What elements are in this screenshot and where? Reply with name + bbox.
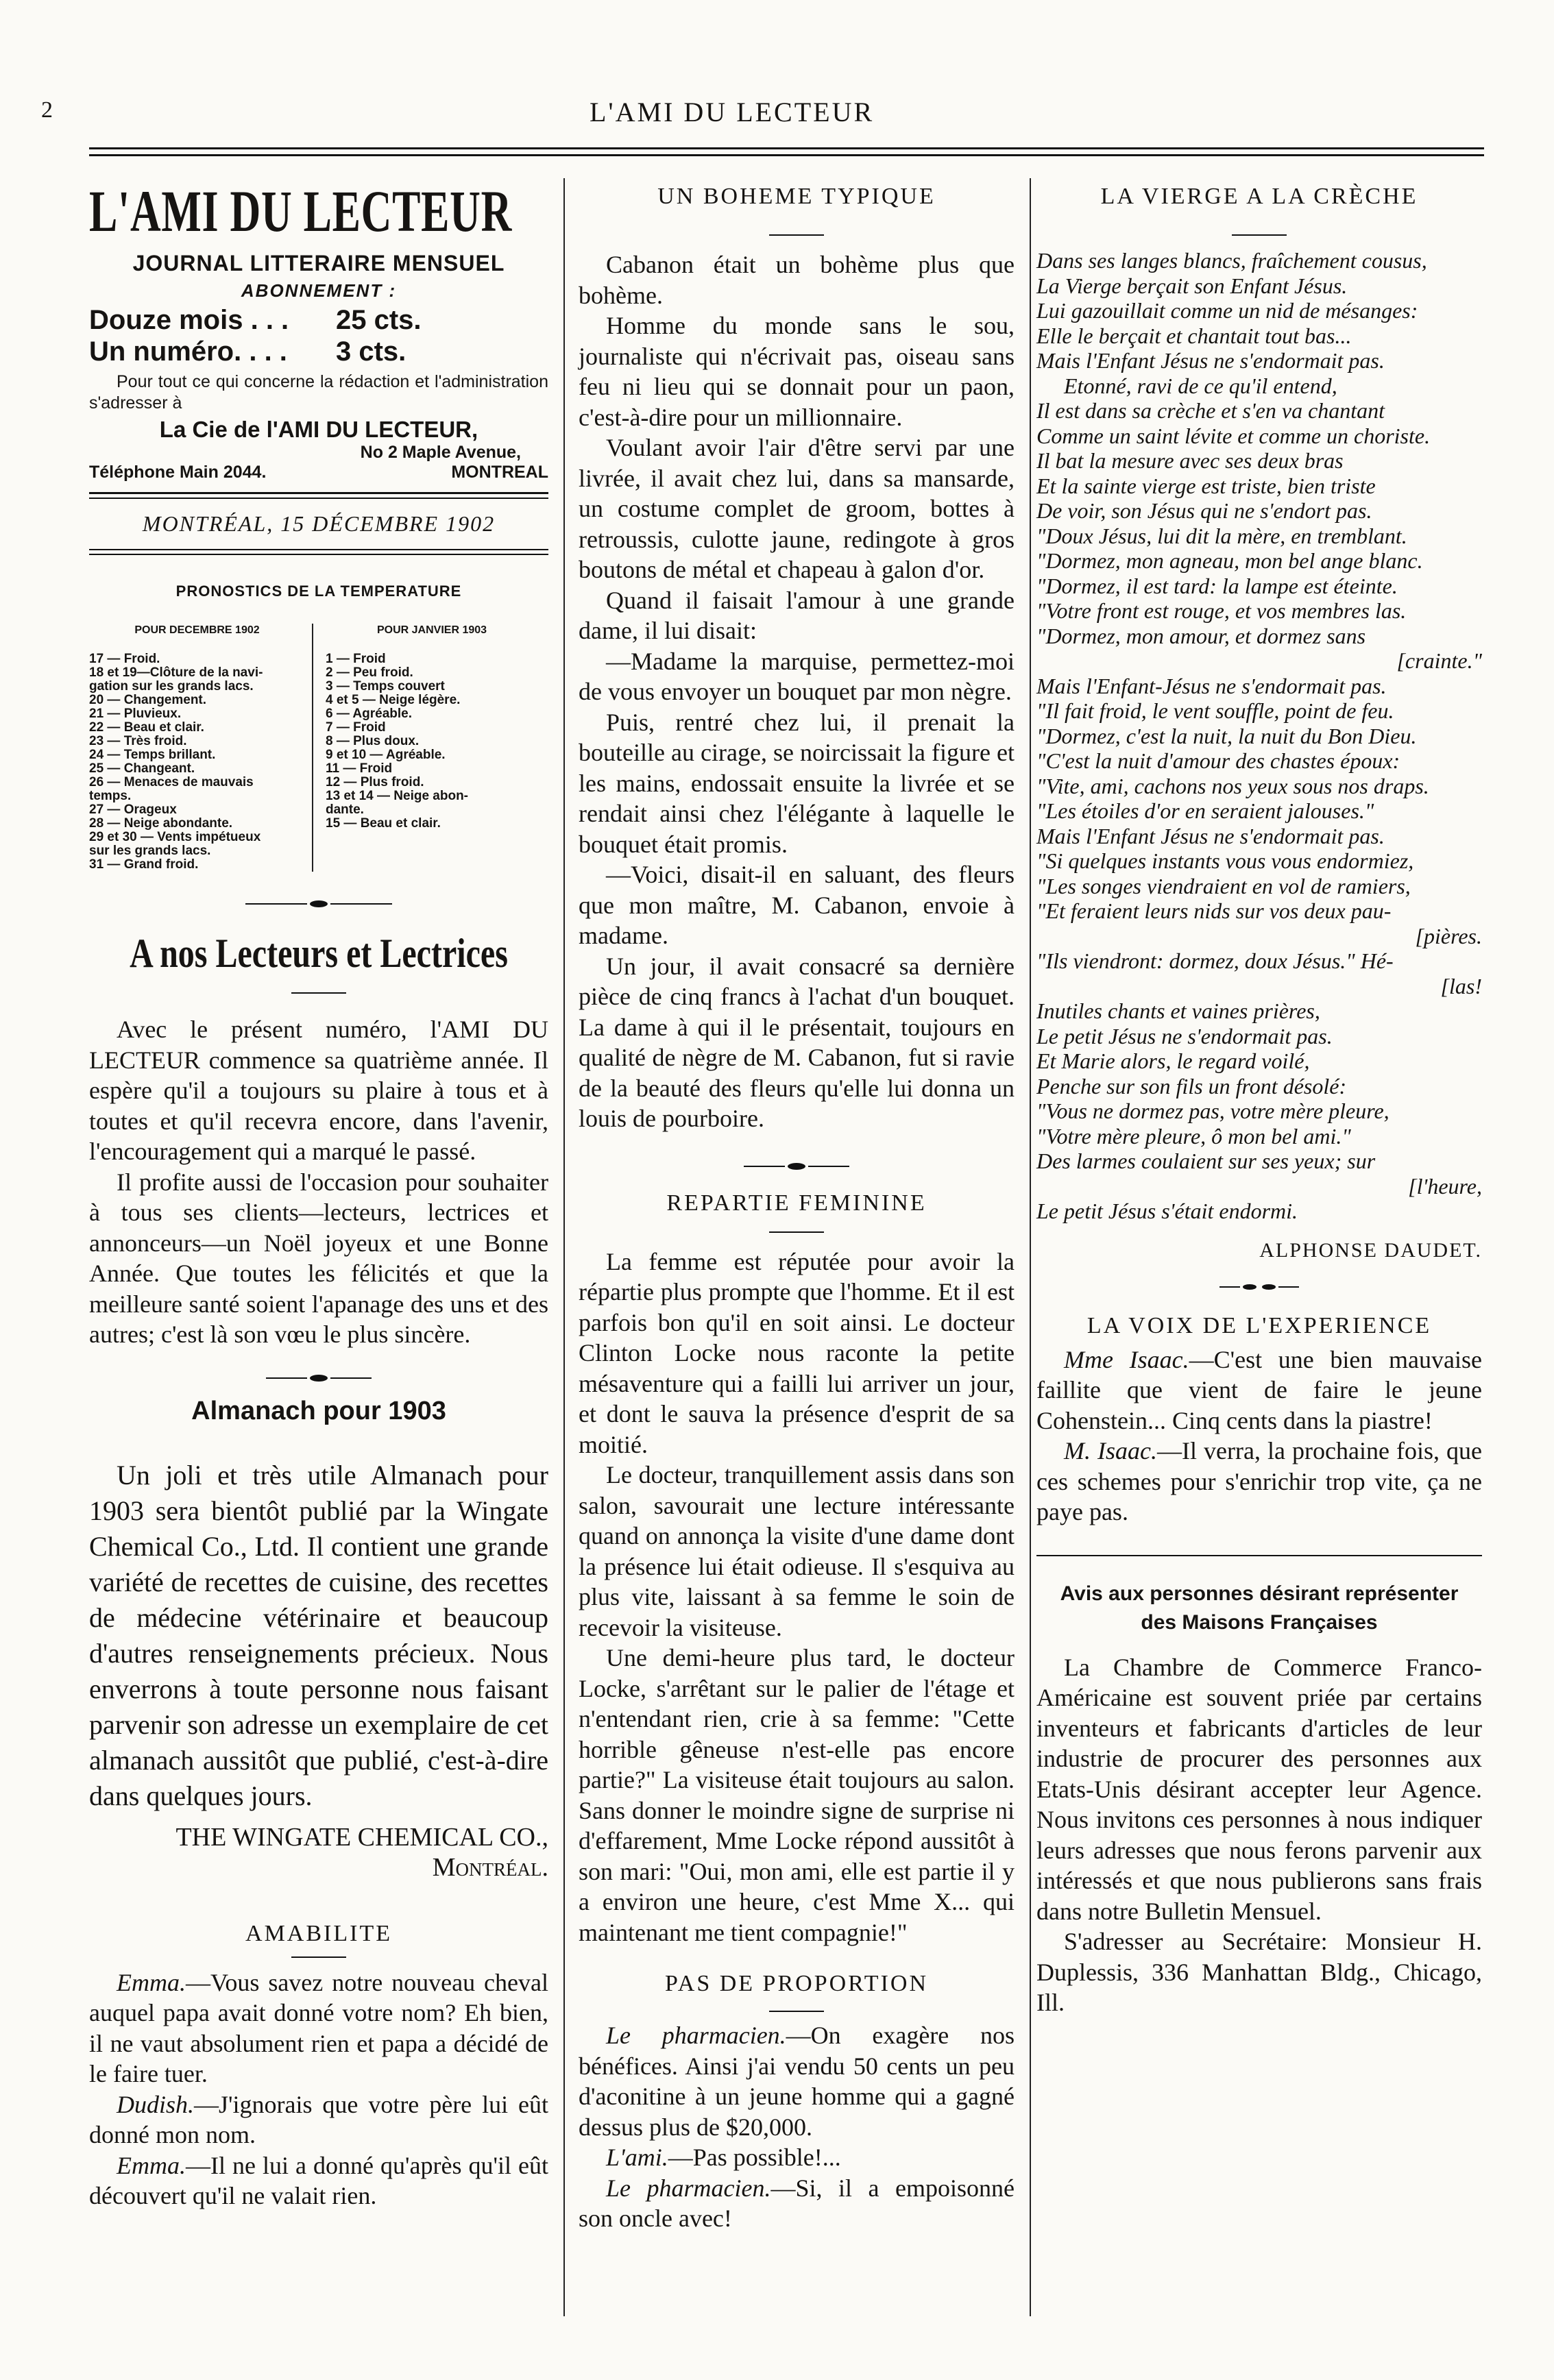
weather-entry: 3 — Temps couvert: [326, 679, 445, 694]
lecteurs-paragraph-2: Il profite aussi de l'occasion pour souhaiter à tous ses clients—lecteurs, lectrices et annonceurs—un Noël joyeux et une Bonne Année. Que toutes les félicités et que la meilleure santé soient l'apanage des uns et des autres; c'est là son vœu le plus sincère.: [89, 1168, 548, 1348]
poem-line: Et la sainte vierge est triste, bien triste: [1036, 473, 1376, 498]
price-issue-label: Un numéro. . . .: [89, 336, 287, 367]
amabilite-line-1: [89, 1967, 548, 2089]
masthead-title: L'AMI DU LECTEUR: [89, 178, 513, 244]
weather-january-list: [326, 652, 538, 831]
short-rule: [769, 2011, 824, 2012]
weather-entry: 26 — Menaces de mauvais: [89, 775, 254, 789]
weather-entry: 1 — Froid: [326, 652, 386, 666]
poem-line: "Et feraient leurs nids sur vos deux pau-: [1036, 898, 1392, 923]
poem-line: Etonné, ravi de ce qu'il entend,: [1064, 373, 1337, 398]
dateline-rule: [89, 554, 548, 555]
avis-title-line-1: Avis aux personnes désirant représenter: [1060, 1582, 1459, 1605]
page-number: 2: [41, 97, 53, 123]
almanach-signature: THE WINGATE CHEMICAL CO., Montréal.: [175, 1822, 548, 1882]
section-rule: [1036, 1555, 1482, 1556]
poem-line: Penche sur son fils un front désolé:: [1036, 1073, 1347, 1099]
poem-line: Des larmes coulaient sur ses yeux; sur: [1036, 1149, 1376, 1173]
voix-title: LA VOIX DE L'EXPERIENCE: [1086, 1312, 1432, 1338]
column-3: [1036, 184, 1482, 2018]
weather-entry: sur les grands lacs.: [89, 844, 211, 858]
repartie-paragraph: Une demi-heure plus tard, le docteur Locke, s'arrêtant sur le palier de l'étage et n'entendant rien, crie à sa femme: "Cette horrible gêneuse n'est-elle pas encore partie?" La visiteuse était toujours au salon. Sans donner le moindre signe de surprise ni d'effarement, Mme Locke répond aussitôt à son mari: "Oui, mon ami, elle est partie il y a environ une heure, c'est Mme X... qui maintenant me tient compagnie!": [579, 1644, 1015, 1946]
short-rule: [769, 1231, 824, 1233]
weather-entry: 15 — Beau et clair.: [326, 816, 441, 831]
poem-line: De voir, son Jésus qui ne s'endort pas.: [1036, 498, 1372, 523]
price-annual-label: Douze mois . . .: [89, 305, 289, 335]
dialogue: —Si, il a empoisonné son oncle avec!: [579, 2174, 1015, 2232]
voix-line-1: [1036, 1345, 1482, 1436]
dialogue: —Il ne lui a donné qu'après qu'il eût découvert qu'il ne valait rien.: [89, 2151, 548, 2209]
poem-line: "Doux Jésus, lui dit la mère, en tremblant.: [1036, 523, 1407, 548]
poem-line: Inutiles chants et vaines prières,: [1036, 998, 1320, 1023]
poem-line: Il est dans sa crèche et s'en va chantant: [1036, 398, 1385, 423]
boheme-paragraph: Cabanon était un bohème plus que bohème.: [579, 251, 1015, 309]
amabilite-title: AMABILITE: [245, 1920, 392, 1946]
repartie-paragraph: Le docteur, tranquillement assis dans son salon, savourait une lecture intéressante quand on annonça la visite d'une dame dont la présence lui était odieuse. Il s'esquiva au plus vite, laissant à sa femme le soin de recevoir la visiteuse.: [579, 1461, 1015, 1641]
poem-line: [crainte.": [1396, 648, 1482, 673]
speaker: Dudish.: [117, 2090, 195, 2118]
poem-line: "Si quelques instants vous vous endormiez,: [1036, 848, 1414, 873]
poem-line: La Vierge berçait son Enfant Jésus.: [1036, 273, 1348, 298]
speaker: L'ami.: [606, 2144, 668, 2171]
dateline-rule: [89, 549, 548, 550]
poem-line: Mais l'Enfant-Jésus ne s'endormait pas.: [1036, 673, 1387, 698]
boheme-paragraph: Un jour, il avait consacré sa dernière pièce de cinq francs à l'achat d'un bouquet. La dame à qui il le présentait, toujours en qualité de nègre de M. Cabanon, fut si ravie de la beauté des fleurs qu'elle lui donna un louis de pourboire.: [579, 952, 1015, 1132]
poem-line: "Dormez, mon amour, et dormez sans: [1036, 623, 1366, 648]
dialogue: —Vous savez notre nouveau cheval auquel papa avait donné votre nom? Eh bien, il ne vaut absolument rien et papa a décidé de le faire tuer.: [89, 1968, 548, 2087]
column-divider: [563, 178, 565, 2316]
poem-line: [pières.: [1415, 923, 1482, 948]
weather-entry: 18 et 19—Clôture de la navi-: [89, 665, 263, 680]
poem-line: "Votre mère pleure, ô mon bel ami.": [1036, 1123, 1351, 1149]
weather-entry: 27 — Orageux: [89, 802, 177, 817]
weather-entry: 31 — Grand froid.: [89, 857, 199, 872]
repartie-title: REPARTIE FEMININE: [666, 1190, 927, 1216]
ornament-divider: [89, 1375, 548, 1382]
weather-entry: 23 — Très froid.: [89, 734, 187, 748]
header-rule: [89, 147, 1484, 149]
vierge-title: LA VIERGE A LA CRÈCHE: [1100, 184, 1418, 209]
avis-paragraph-2: S'adresser au Secrétaire: Monsieur H. Duplessis, 336 Manhattan Bldg., Chicago, Ill.: [1036, 1928, 1482, 2016]
publisher-address: No 2 Maple Avenue,: [360, 443, 521, 462]
dateline: MONTRÉAL, 15 DÉCEMBRE 1902: [142, 511, 496, 536]
poem-line: Mais l'Enfant Jésus ne s'endormait pas.: [1036, 823, 1385, 848]
ornament-divider: [579, 1163, 1015, 1170]
weather-entry: 28 — Neige abondante.: [89, 816, 233, 831]
lecteurs-paragraph-1: Avec le présent numéro, l'AMI DU LECTEUR commence sa quatrième année. Il espère qu'il a toujours su plaire à tous et à toutes et qu'il recevra encore, dans l'avenir, l'encouragement qui a marqué le passé.: [89, 1016, 548, 1165]
header-rule-thin: [89, 154, 1484, 156]
poem-line: Et Marie alors, le regard voilé,: [1036, 1048, 1310, 1073]
weather-entry: 22 — Beau et clair.: [89, 720, 204, 735]
price-issue-value: 3 cts.: [336, 336, 406, 367]
weather-entry: 13 et 14 — Neige abon-: [326, 789, 469, 803]
speaker: Mme Isaac.: [1064, 1345, 1189, 1373]
price-annual-value: 25 cts.: [336, 305, 422, 335]
speaker: M. Isaac.: [1064, 1437, 1158, 1464]
weather-entry: gation sur les grands lacs.: [89, 679, 254, 694]
weather-entry: 9 et 10 — Agréable.: [326, 748, 446, 762]
weather-entry: 24 — Temps brillant.: [89, 748, 216, 762]
masthead: [89, 177, 548, 482]
weather-entry: 20 — Changement.: [89, 693, 207, 707]
masthead-rule: [89, 492, 548, 494]
masthead-rule: [89, 498, 548, 499]
weather-december: [89, 624, 313, 872]
weather-january: [313, 624, 538, 872]
proportion-line-1: [579, 2020, 1015, 2142]
weather-entry: dante.: [326, 802, 364, 817]
short-rule: [769, 234, 824, 236]
weather-december-head: POUR DECEMBRE 1902: [134, 624, 260, 636]
poem-line: "Votre front est rouge, et vos membres las.: [1036, 598, 1407, 623]
poem-line: "Vous ne dormez pas, votre mère pleure,: [1036, 1099, 1389, 1123]
voix-line-2: [1036, 1436, 1482, 1528]
masthead-subtitle: JOURNAL LITTERAIRE MENSUEL: [132, 251, 505, 275]
weather-entry: 21 — Pluvieux.: [89, 707, 182, 721]
boheme-paragraph: Homme du monde sans le sou, journaliste qui n'écrivait pas, oiseau sans feu ni lieu qui se donnait pour un paon, c'est-à-dire pour un millionnaire.: [579, 312, 1015, 431]
weather-entry: 25 — Changeant.: [89, 761, 195, 776]
poem-line: Dans ses langes blancs, fraîchement cousus,: [1036, 248, 1427, 273]
weather-entry: 12 — Plus froid.: [326, 775, 424, 789]
poem-line: Comme un saint lévite et comme un choriste.: [1036, 423, 1431, 448]
price-annual: [89, 304, 548, 336]
poem-line: [las!: [1440, 973, 1482, 998]
poem-line: Mais l'Enfant Jésus ne s'endormait pas.: [1036, 348, 1385, 373]
poem-line: "Dormez, il est tard: la lampe est éteinte.: [1036, 573, 1398, 598]
weather-january-head: POUR JANVIER 1903: [376, 624, 487, 636]
weather-entry: 17 — Froid.: [89, 652, 160, 666]
weather-entry: 29 et 30 — Vents impétueux: [89, 830, 261, 844]
amabilite-line-3: [89, 2150, 548, 2211]
lecteurs-title: A nos Lecteurs et Lectrices: [130, 931, 508, 976]
repartie-paragraph: La femme est réputée pour avoir la répartie plus prompte que l'homme. Et il est parfois bon qu'il en soit ainsi. Le docteur Clinton Locke nous raconte la petite mésaventure qui a failli lui arriver un jour, et dont le sauva la présence d'esprit de sa moitié.: [579, 1247, 1015, 1458]
speaker: Le pharmacien.: [606, 2174, 771, 2202]
publisher-name: La Cie de l'AMI DU LECTEUR,: [159, 417, 478, 442]
ornament-divider: [89, 900, 548, 907]
poem-line: Le petit Jésus ne s'endormait pas.: [1036, 1023, 1333, 1048]
poem-line: "C'est la nuit d'amour des chastes époux:: [1036, 748, 1400, 773]
poem-line: Lui gazouillait comme un nid de mésanges:: [1036, 298, 1418, 323]
dialogue: —Pas possible!...: [668, 2144, 841, 2171]
weather-entry: 4 et 5 — Neige légère.: [326, 693, 461, 707]
weather-entry: 6 — Agréable.: [326, 707, 413, 721]
weather-entry: temps.: [89, 789, 132, 803]
weather-title: PRONOSTICS DE LA TEMPERATURE: [175, 582, 462, 600]
dialogue: —Il verra, la prochaine fois, que ces schemes pour s'enrichir trop vite, ça ne paye pas.: [1036, 1437, 1483, 1525]
avis-title-line-2: des Maisons Françaises: [1141, 1610, 1378, 1634]
poem-line: "Ils viendront: dormez, doux Jésus." Hé-: [1036, 948, 1394, 973]
speaker: Le pharmacien.: [606, 2022, 786, 2049]
poem-line: "Les étoiles d'or en seraient jalouses.": [1036, 798, 1374, 823]
city-name: MONTREAL: [451, 463, 548, 482]
boheme-paragraph: Puis, rentré chez lui, il prenait la bouteille au cirage, se noircissait la figure et les mains, endossait ensuite la livrée et se rendait ainsi chez l'élégante à laquelle le bouquet était promis.: [579, 708, 1015, 858]
boheme-paragraph: —Voici, disait-il en saluant, des fleurs que mon maître, M. Cabanon, envoie à madame.: [579, 861, 1015, 949]
boheme-paragraph: Quand il faisait l'amour à une grande dame, il lui disait:: [579, 586, 1015, 644]
poem-line: "Vite, ami, cachons nos yeux sous nos draps.: [1036, 773, 1429, 798]
dialogue: —C'est une bien mauvaise faillite que vient de faire le jeune Cohenstein... Cinq cents dans la piastre!: [1036, 1345, 1482, 1434]
poem-line: "Dormez, c'est la nuit, la nuit du Bon Dieu.: [1036, 723, 1417, 748]
weather-december-list: [89, 652, 305, 872]
poem-line: "Dormez, mon agneau, mon bel ange blanc.: [1036, 548, 1423, 573]
poem-line: Le petit Jésus s'était endormi.: [1036, 1199, 1298, 1223]
dialogue: —J'ignorais que votre père lui eût donné mon nom.: [89, 2090, 548, 2148]
weather-forecast: [89, 582, 548, 872]
weather-entry: 2 — Peu froid.: [326, 665, 413, 680]
column-2: [579, 184, 1015, 2234]
almanach-title: Almanach pour 1903: [191, 1396, 446, 1425]
weather-entry: 7 — Froid: [326, 720, 386, 735]
weather-entry: 11 — Froid: [326, 761, 393, 776]
phone-number: Téléphone Main 2044.: [89, 463, 267, 482]
phone-line: [89, 463, 548, 482]
amabilite-line-2: [89, 2089, 548, 2150]
short-rule: [291, 992, 346, 994]
weather-entry: 8 — Plus doux.: [326, 734, 420, 748]
subscription-heading: ABONNEMENT :: [241, 280, 397, 301]
short-rule: [1232, 234, 1287, 236]
column-1: [89, 177, 548, 2211]
boheme-title: UN BOHEME TYPIQUE: [657, 184, 936, 209]
poem-line: "Les songes viendraient en vol de ramiers,: [1036, 873, 1411, 898]
boheme-paragraph: —Madame la marquise, permettez-moi de vous envoyer un bouquet par mon nègre.: [579, 647, 1015, 705]
speaker: Emma.: [117, 1968, 186, 1996]
vierge-author: ALPHONSE DAUDET.: [1259, 1238, 1482, 1262]
column-divider: [1030, 178, 1031, 2316]
short-rule: [291, 1956, 346, 1958]
poem-line: Il bat la mesure avec ses deux bras: [1036, 448, 1344, 473]
proportion-line-2: [579, 2142, 1015, 2173]
running-title: L'AMI DU LECTEUR: [590, 97, 875, 127]
poem-line: [l'heure,: [1408, 1173, 1482, 1199]
almanach-text: Un joli et très utile Almanach pour 1903 sera bientôt publié par la Wingate Chemical Co., Ltd. Il contient une grande variété de recettes de cuisine, des recettes de médecine vétérinaire et beaucoup d'autres renseignements précieux. Nous enverrons à toute personne nous faisant parvenir son adresse un exemplaire de cet almanach aussitôt que publié, c'est-à-dire dans quelques jours.: [89, 1459, 548, 1811]
dialogue: —On exagère nos bénéfices. Ainsi j'ai vendu 50 cents un peu d'aconitine à un jeune homme qui a gagné dessus plus de $20,000.: [579, 2022, 1015, 2141]
boheme-paragraph: Voulant avoir l'air d'être servi par une livrée, il avait chez lui, dans sa mansarde, un costume complet de groom, bottes à retroussis, culotte jaune, redingote à gros boutons de métal et chapeau à galon d'or.: [579, 434, 1015, 583]
poem-line: Elle le berçait et chantait tout bas...: [1036, 323, 1352, 348]
poem-line: "Il fait froid, le vent souffle, point de feu.: [1036, 698, 1394, 723]
vierge-poem: [1036, 248, 1482, 1224]
speaker: Emma.: [117, 2151, 186, 2179]
admin-text: Pour tout ce qui concerne la rédaction et l'administration s'adresser à: [89, 372, 548, 413]
price-issue: [89, 336, 548, 367]
proportion-title: PAS DE PROPORTION: [664, 1971, 928, 1996]
ornament-divider: [1036, 1284, 1482, 1290]
proportion-line-3: [579, 2173, 1015, 2234]
avis-paragraph-1: La Chambre de Commerce Franco-Américaine est souvent priée par certains inventeurs et fabricants d'articles de leur industrie de procurer des personnes aux Etats-Unis désirant accepter leur Agence. Nous invitons ces personnes à nous indiquer leurs adresses que nous ferons parvenir aux intéressés et que nous publierons sans frais dans notre Bulletin Mensuel.: [1036, 1653, 1482, 1925]
